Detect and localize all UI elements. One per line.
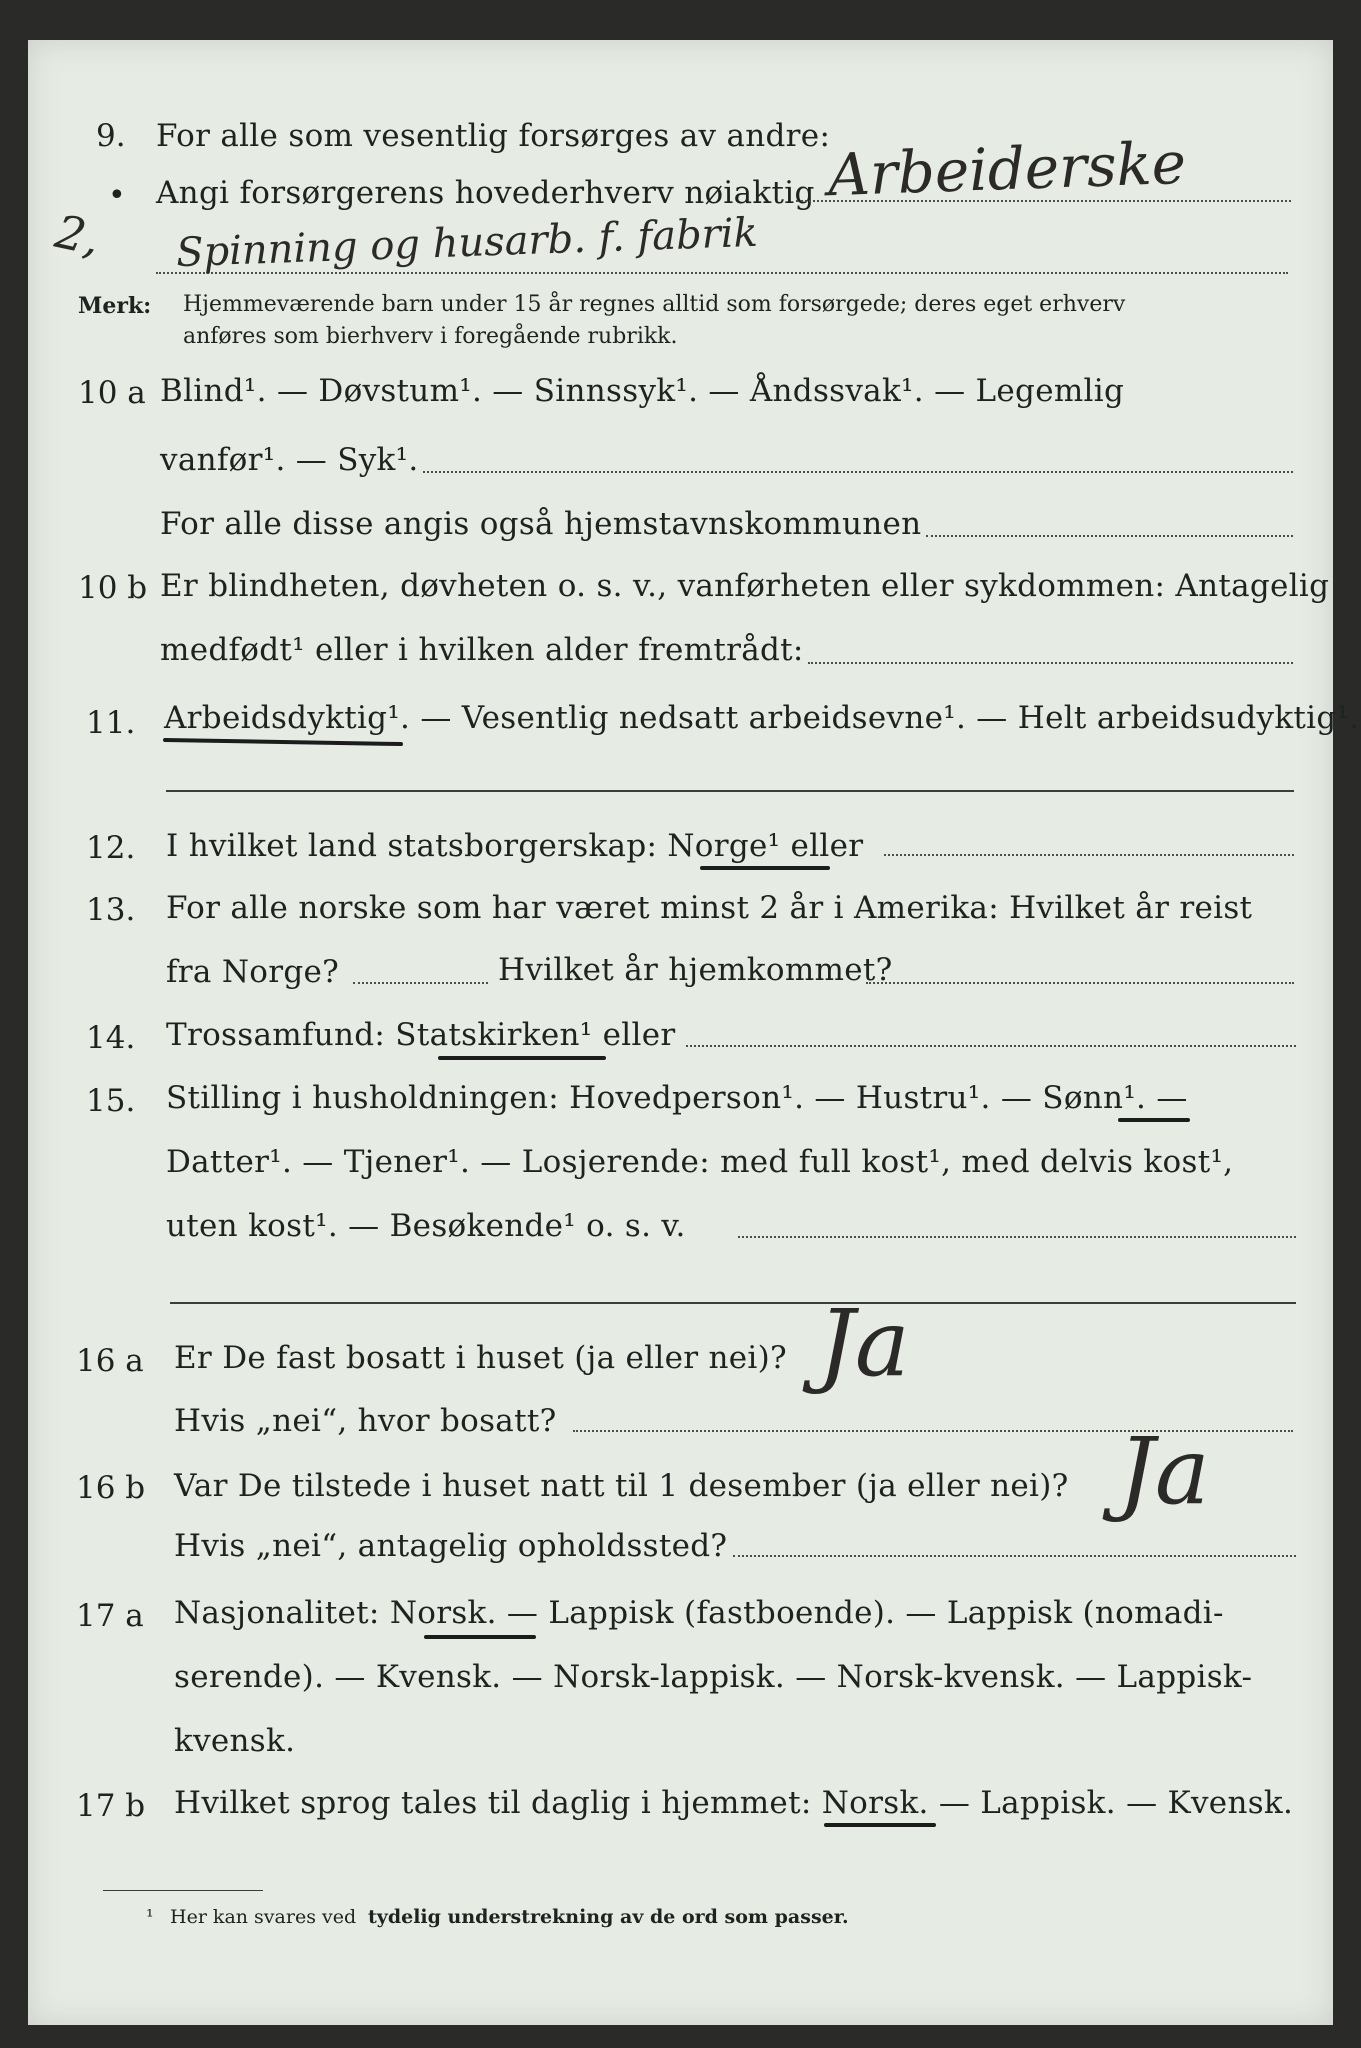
q10b-number: 10 b — [78, 570, 148, 606]
q16b-number: 16 b — [76, 1470, 146, 1506]
q11-line1: Arbeidsdyktig¹. — Vesentlig nedsatt arbeidsevne¹. — Helt arbeidsudyktig¹. — [164, 700, 1360, 736]
q15-answer-line — [738, 1236, 1296, 1238]
q9-answer-line2 — [156, 272, 1288, 274]
q16a-handwritten-answer: Ja — [818, 1290, 910, 1397]
q13-number: 13. — [86, 892, 136, 928]
q17a-line1: Nasjonalitet: Norsk. — Lappisk (fastboende). — Lappisk (nomadi- — [174, 1595, 1224, 1631]
q16a-line2: Hvis „nei“, hvor bosatt? — [174, 1403, 557, 1439]
q14-line1: Trossamfund: Statskirken¹ eller — [166, 1017, 676, 1053]
q15-underline-mark — [1118, 1118, 1190, 1122]
q10a-number: 10 a — [78, 375, 146, 411]
q15-line3: uten kost¹. — Besøkende¹ o. s. v. — [166, 1208, 686, 1244]
q15-number: 15. — [86, 1083, 136, 1119]
merk-label: Merk: — [78, 293, 152, 319]
q13-answer-line-b — [866, 982, 1294, 984]
q17b-underline-mark — [824, 1823, 936, 1827]
q9-line2: Angi forsørgerens hovederhverv nøiaktig — [156, 175, 815, 211]
q10a-answer-line2 — [926, 535, 1293, 537]
q10b-line2: medfødt¹ eller i hvilken alder fremtrådt: — [160, 632, 804, 668]
census-form-page — [28, 40, 1360, 2025]
q16b-handwritten-answer: Ja — [1118, 1418, 1210, 1525]
q17b-number: 17 b — [76, 1788, 146, 1824]
footnote-bold-text: tydelig understrekning av de ord som passer. — [368, 1906, 849, 1928]
q17a-line3: kvensk. — [174, 1723, 296, 1759]
q12-number: 12. — [86, 830, 136, 866]
q10a-line3: For alle disse angis også hjemstavnskommunen — [160, 506, 922, 542]
q11-number: 11. — [86, 705, 136, 741]
q13-line2b: Hvilket år hjemkommet? — [498, 952, 893, 988]
q17a-line2: serende). — Kvensk. — Norsk-lappisk. — Norsk-kvensk. — Lappisk- — [174, 1659, 1253, 1695]
merk-line2: anføres som bierhverv i foregående rubrikk. — [183, 324, 678, 349]
q10a-answer-line — [423, 471, 1293, 473]
q14-number: 14. — [86, 1020, 136, 1056]
q10a-line2: vanfør¹. — Syk¹. — [160, 442, 419, 478]
q9-margin-mark: 2, — [50, 204, 106, 266]
q9-handwritten-answer2: Spinning og husarb. f. fabrik — [175, 209, 759, 277]
q16a-line1: Er De fast bosatt i huset (ja eller nei)? — [174, 1340, 787, 1376]
q14-underline-mark — [438, 1056, 606, 1060]
q9-line1: For alle som vesentlig forsørges av andre: — [156, 118, 831, 154]
merk-line1: Hjemmeværende barn under 15 år regnes alltid som forsørgede; deres eget erhverv — [183, 292, 1126, 317]
footnote-text: Her kan svares ved — [170, 1906, 357, 1928]
q10b-answer-line — [808, 662, 1293, 664]
q9-handwritten-answer: Arbeiderske — [826, 128, 1188, 210]
q10b-line1: Er blindheten, døvheten o. s. v., vanførheten eller sykdommen: Antagelig — [160, 568, 1330, 604]
q17b-line1: Hvilket sprog tales til daglig i hjemmet: Norsk. — Lappisk. — Kvensk. — [174, 1785, 1294, 1821]
footnote-marker: ¹ — [146, 1906, 154, 1928]
q12-line1: I hvilket land statsborgerskap: Norge¹ eller — [166, 828, 864, 864]
q16a-number: 16 a — [76, 1343, 144, 1379]
q13-answer-line-a — [353, 982, 488, 984]
q13-line2a: fra Norge? — [166, 954, 340, 990]
bullet-dot: • — [108, 178, 126, 213]
q11-rule — [166, 790, 1294, 792]
q14-answer-line — [686, 1045, 1296, 1047]
q12-underline-mark — [700, 866, 830, 870]
q13-line1: For alle norske som har været minst 2 år i Amerika: Hvilket år reist — [166, 890, 1253, 926]
q11-underline-mark — [163, 738, 403, 746]
q15-rule — [170, 1302, 1296, 1304]
q17a-number: 17 a — [76, 1598, 144, 1634]
q15-line1: Stilling i husholdningen: Hovedperson¹. — Hustru¹. — Sønn¹. — — [166, 1080, 1188, 1116]
q12-answer-line — [884, 854, 1294, 856]
q16b-answer-line — [733, 1555, 1296, 1557]
q9-number: 9. — [96, 118, 126, 154]
q16b-line2: Hvis „nei“, antagelig opholdssted? — [174, 1528, 728, 1564]
q15-line2: Datter¹. — Tjener¹. — Losjerende: med full kost¹, med delvis kost¹, — [166, 1144, 1234, 1180]
q17a-underline-mark — [424, 1635, 536, 1639]
footnote-rule — [103, 1890, 263, 1891]
q16b-line1: Var De tilstede i huset natt til 1 desember (ja eller nei)? — [174, 1468, 1069, 1504]
q10a-line1: Blind¹. — Døvstum¹. — Sinnssyk¹. — Åndssvak¹. — Legemlig — [160, 373, 1125, 409]
